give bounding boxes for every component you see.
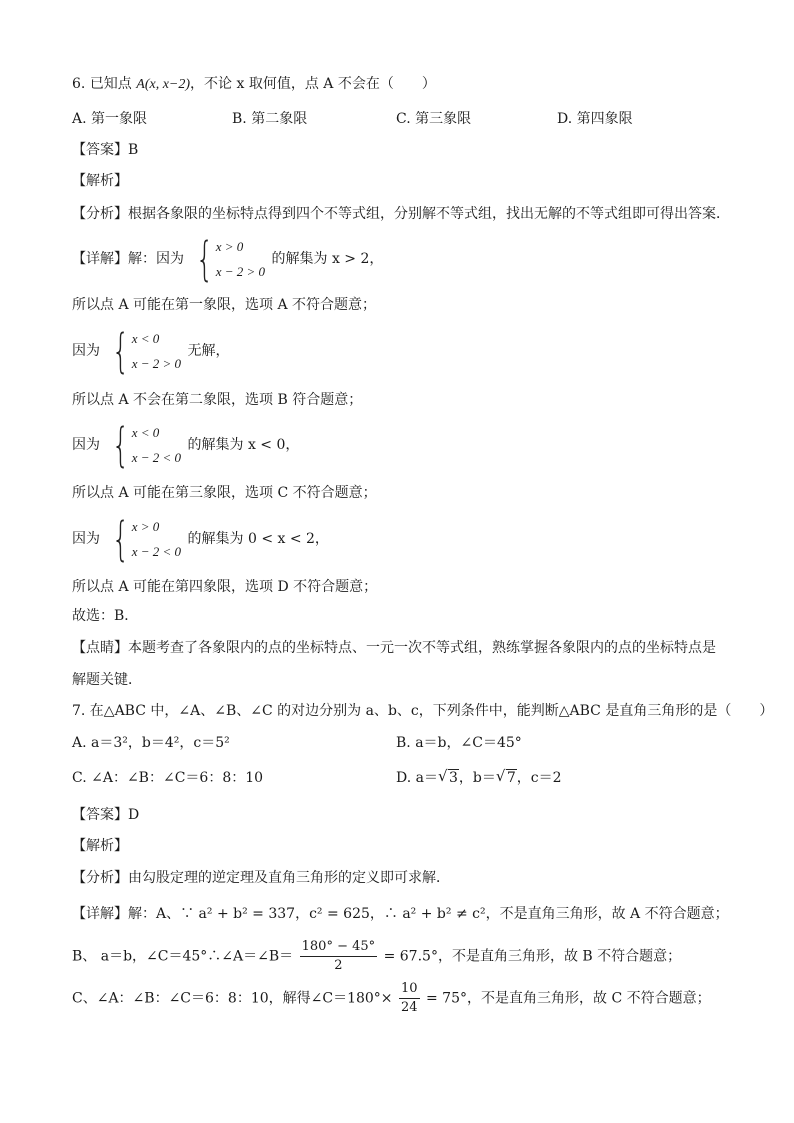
q6-point: A(x, x−2) bbox=[136, 77, 191, 92]
q7-answer bbox=[72, 805, 139, 825]
brace-glyph: { bbox=[112, 324, 130, 378]
q6-option-a: A. 第一象限 bbox=[72, 111, 148, 127]
q6-comment bbox=[72, 638, 716, 658]
q7-detail-a-text: 解：A、∵ a² + b² = 337，c² = 625，∴ a² + b² ≠ c²，不是直角三角形，故 A 不符合题意； bbox=[128, 906, 729, 922]
q7-option-a: A. a＝3²，b＝4²，c＝5² bbox=[72, 735, 230, 751]
q6-system-1-row1: x > 0 bbox=[215, 239, 244, 254]
q7-analysis-label: 【分析】 bbox=[72, 870, 128, 886]
q6-answer-label: 【答案】 bbox=[72, 142, 128, 158]
sqrt-3-radicand: 3 bbox=[448, 770, 458, 786]
q7-answer-label: 【答案】 bbox=[72, 807, 128, 823]
q7-detail-a bbox=[72, 904, 729, 924]
q6-conclusion-1: 所以点 A 可能在第一象限，选项 A 不符合题意； bbox=[72, 297, 377, 313]
q7-fraction-c-numerator: 10 bbox=[399, 980, 420, 999]
q7-detail-b bbox=[72, 938, 681, 975]
q7-detail-c-post: = 75°，不是直角三角形，故 C 不符合题意； bbox=[426, 990, 711, 1007]
sqrt-3 bbox=[438, 768, 459, 788]
q7-detail-label: 【详解】 bbox=[72, 906, 128, 922]
q7-option-d-mid: ，b＝ bbox=[458, 770, 496, 786]
q7-option-d-post: ，c＝2 bbox=[516, 770, 562, 786]
q7-fraction-c bbox=[399, 980, 420, 1017]
q6-system-3 bbox=[106, 418, 182, 472]
q6-detail-lead: 解：因为 bbox=[128, 251, 184, 267]
q6-system-3-tail: 的解集为 x < 0， bbox=[187, 437, 300, 453]
q7-fraction-c-denominator: 24 bbox=[401, 1000, 418, 1015]
q6-stem-post: ，不论 x 取何值，点 A 不会在（ ） bbox=[190, 76, 436, 92]
q6-detail-label: 【详解】 bbox=[72, 251, 128, 267]
q7-fraction-b bbox=[300, 938, 378, 975]
q6-stem-pre: 已知点 bbox=[89, 76, 132, 92]
q6-because-2: 因为 bbox=[72, 343, 100, 359]
q6-because-4: 因为 bbox=[72, 531, 100, 547]
brace-glyph: { bbox=[112, 418, 130, 472]
q6-option-b: B. 第二象限 bbox=[232, 111, 308, 127]
q6-detail-3 bbox=[72, 418, 300, 472]
brace-glyph: { bbox=[196, 232, 214, 286]
q6-answer-value: B bbox=[128, 142, 139, 158]
q6-system-1-row2: x − 2 > 0 bbox=[215, 264, 266, 279]
q6-analysis bbox=[72, 204, 730, 224]
q7-detail-b-pre: B、 a＝b，∠C＝45°∴∠A＝∠B＝ bbox=[72, 948, 294, 965]
q7-stem: 7. 在△ABC 中，∠A、∠B、∠C 的对边分别为 a、b、c，下列条件中，能判断△ABC 是直角三角形的是（ ） bbox=[72, 703, 774, 719]
brace-glyph: { bbox=[112, 512, 130, 566]
q7-detail-c-pre: C、∠A：∠B：∠C＝6：8：10，解得∠C＝180°× bbox=[72, 990, 393, 1007]
q6-detail-2 bbox=[72, 324, 230, 378]
q7-answer-value: D bbox=[128, 807, 140, 823]
q6-comment-text: 本题考查了各象限内的点的坐标特点、一元一次不等式组，熟练掌握各象限内的点的坐标特点是 bbox=[128, 640, 716, 656]
q7-jiexi: 【解析】 bbox=[72, 838, 128, 854]
q7-option-b: B. a＝b，∠C＝45° bbox=[396, 735, 522, 751]
q6-conclusion-4: 所以点 A 可能在第四象限，选项 D 不符合题意； bbox=[72, 579, 378, 595]
q6-system-4 bbox=[106, 512, 182, 566]
q6-comment-label: 【点睛】 bbox=[72, 640, 128, 656]
q7-detail-c bbox=[72, 980, 711, 1017]
q6-system-3-row2: x − 2 < 0 bbox=[131, 450, 182, 465]
q6-stem bbox=[72, 74, 436, 95]
sqrt-7 bbox=[496, 768, 517, 788]
q6-system-4-row1: x > 0 bbox=[131, 519, 160, 534]
q6-system-2-row2: x − 2 > 0 bbox=[131, 356, 182, 371]
q6-conclusion-3: 所以点 A 可能在第三象限，选项 C 不符合题意； bbox=[72, 485, 377, 501]
q6-system-1 bbox=[190, 232, 266, 286]
q7-option-d-pre: D. a＝ bbox=[396, 770, 438, 786]
q6-system-4-tail: 的解集为 0 < x < 2， bbox=[187, 531, 329, 547]
q7-option-c: C. ∠A：∠B：∠C＝6：8：10 bbox=[72, 770, 264, 786]
q7-option-d bbox=[396, 768, 562, 788]
q6-analysis-label: 【分析】 bbox=[72, 206, 128, 222]
sqrt-7-radicand: 7 bbox=[506, 770, 516, 786]
q7-detail-b-post: = 67.5°，不是直角三角形，故 B 不符合题意； bbox=[383, 948, 682, 965]
q7-fraction-b-numerator: 180° − 45° bbox=[300, 938, 378, 957]
q6-detail-1 bbox=[72, 232, 384, 286]
q7-fraction-b-denominator: 2 bbox=[334, 958, 343, 973]
q6-system-2 bbox=[106, 324, 182, 378]
q6-detail-4 bbox=[72, 512, 329, 566]
q6-option-d: D. 第四象限 bbox=[557, 111, 633, 127]
q6-system-4-row2: x − 2 < 0 bbox=[131, 544, 182, 559]
q6-analysis-text: 根据各象限的坐标特点得到四个不等式组，分别解不等式组，找出无解的不等式组即可得出答案． bbox=[128, 206, 730, 222]
q6-choose: 故选：B． bbox=[72, 608, 139, 624]
q6-system-2-row1: x < 0 bbox=[131, 331, 160, 346]
q6-answer bbox=[72, 140, 138, 160]
q6-system-3-row1: x < 0 bbox=[131, 425, 160, 440]
q6-number: 6. bbox=[72, 76, 86, 92]
q6-system-1-tail: 的解集为 x > 2， bbox=[271, 251, 384, 267]
q6-comment-2: 解题关键． bbox=[72, 672, 142, 688]
q7-analysis-text: 由勾股定理的逆定理及直角三角形的定义即可求解． bbox=[128, 870, 450, 886]
q6-system-2-tail: 无解， bbox=[187, 343, 230, 359]
q6-because-3: 因为 bbox=[72, 437, 100, 453]
q6-conclusion-2: 所以点 A 不会在第二象限，选项 B 符合题意； bbox=[72, 392, 363, 408]
q6-jiexi: 【解析】 bbox=[72, 173, 128, 189]
q7-analysis bbox=[72, 868, 450, 888]
q6-option-c: C. 第三象限 bbox=[396, 111, 472, 127]
